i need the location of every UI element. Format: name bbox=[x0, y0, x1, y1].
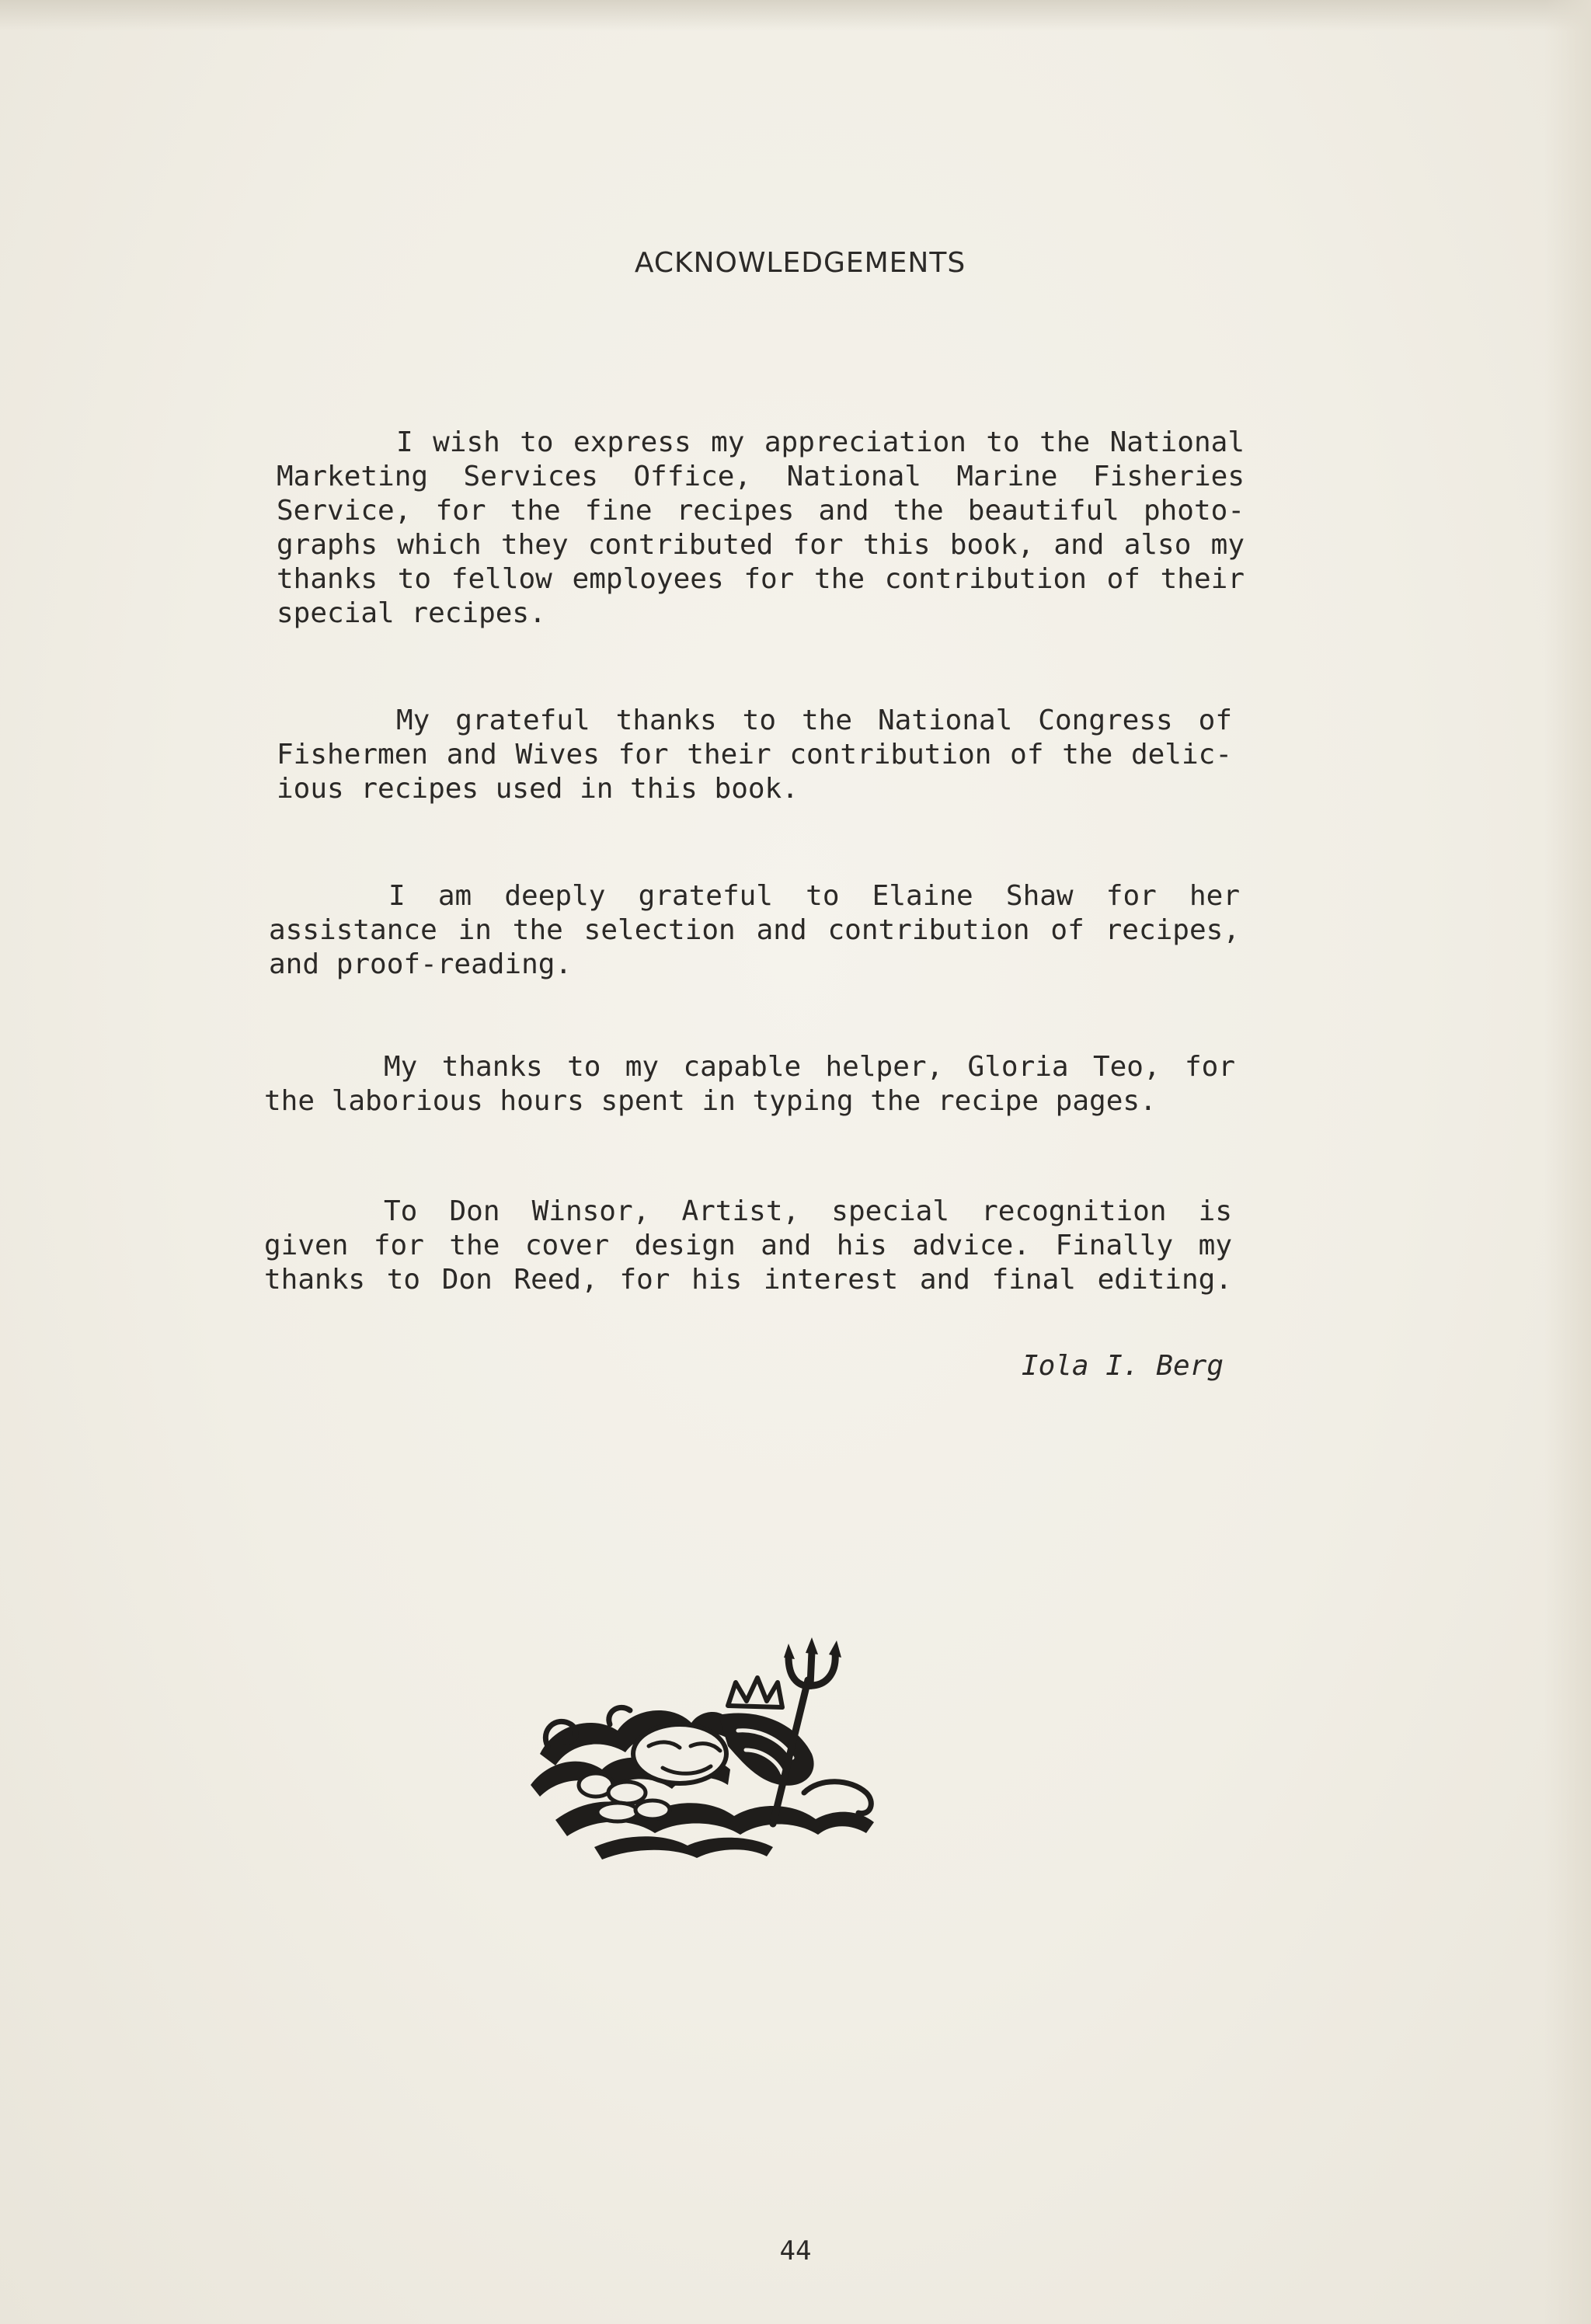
paragraph-line: thanks to fellow employees for the contribution of their bbox=[277, 563, 1245, 595]
paragraph-line: My grateful thanks to the National Congress of bbox=[396, 705, 1232, 736]
page-heading: ACKNOWLEDGEMENTS bbox=[634, 247, 966, 279]
paragraph-line: Marketing Services Office, National Marine Fisheries bbox=[277, 461, 1245, 492]
paragraph-line: I am deeply grateful to Elaine Shaw for her bbox=[388, 880, 1240, 912]
paragraph-line: given for the cover design and his advice. Finally my bbox=[264, 1230, 1232, 1261]
page-shadow bbox=[0, 0, 1591, 31]
paragraph-line: the laborious hours spent in typing the recipe pages. bbox=[264, 1085, 1157, 1117]
paragraph-1 bbox=[277, 426, 1245, 631]
paragraph-line: assistance in the selection and contribution of recipes, bbox=[269, 914, 1240, 946]
paragraph-line: My thanks to my capable helper, Gloria Teo, for bbox=[384, 1051, 1235, 1083]
paragraph-line: I wish to express my appreciation to the National bbox=[396, 426, 1245, 458]
paragraph-2 bbox=[277, 704, 1232, 806]
signature: Iola I. Berg bbox=[1021, 1350, 1224, 1382]
sea-king-with-trident-icon bbox=[524, 1637, 913, 1870]
paragraph-line: To Don Winsor, Artist, special recognition is bbox=[384, 1195, 1232, 1227]
paragraph-line: and proof-reading. bbox=[269, 948, 573, 980]
paragraph-line: Fishermen and Wives for their contribution of the delic- bbox=[277, 739, 1232, 771]
paragraph-line: ious recipes used in this book. bbox=[277, 773, 799, 805]
paragraph-3 bbox=[269, 879, 1240, 982]
paragraph-line: thanks to Don Reed, for his interest and final editing. bbox=[264, 1264, 1232, 1296]
paragraph-line: Service, for the fine recipes and the beautiful photo- bbox=[277, 495, 1245, 527]
paragraph-line: graphs which they contributed for this book, and also my bbox=[277, 529, 1245, 561]
paragraph-line: special recipes. bbox=[277, 597, 546, 629]
paragraph-5 bbox=[264, 1195, 1232, 1297]
page-number: 44 bbox=[779, 2235, 812, 2267]
paragraph-4 bbox=[264, 1050, 1235, 1119]
page-edge-shadow bbox=[1544, 0, 1591, 2324]
